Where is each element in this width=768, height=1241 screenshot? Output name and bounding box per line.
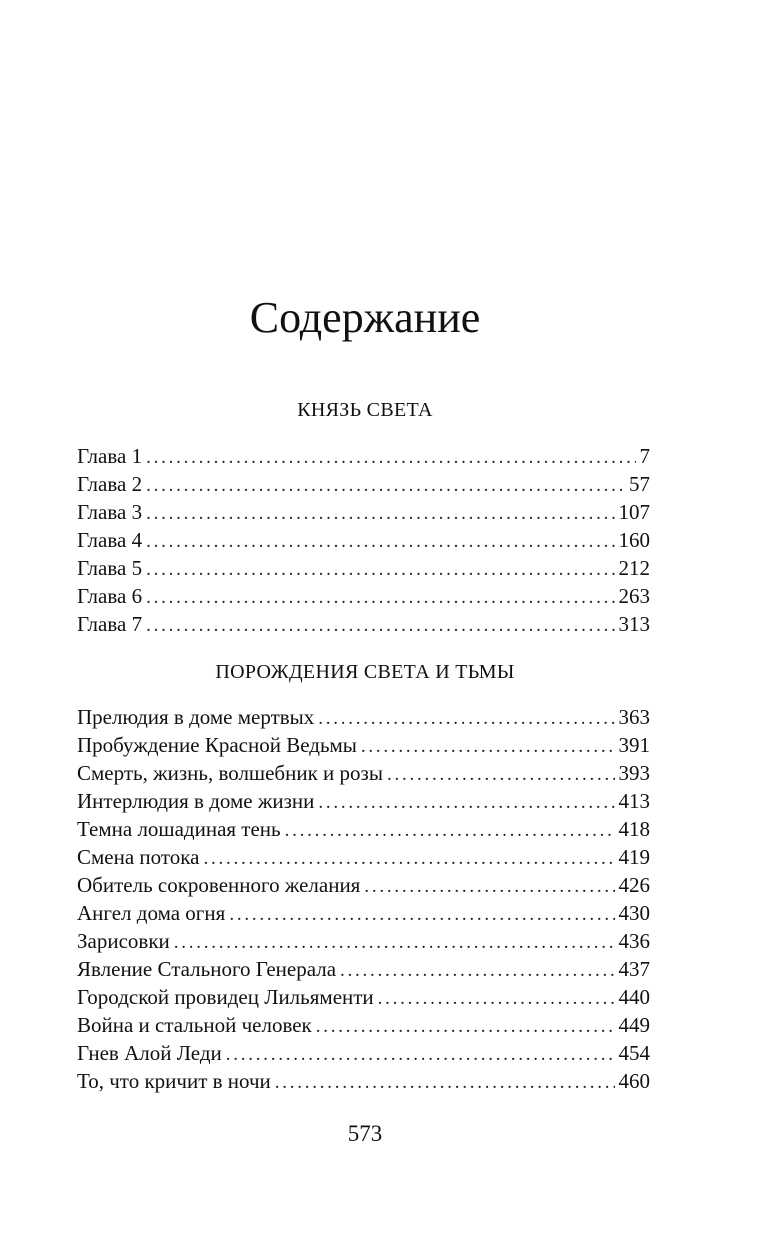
- dot-leader: [146, 556, 614, 584]
- toc-entry-page: 7: [639, 444, 650, 468]
- toc-entry-label: Гнев Алой Леди: [77, 1041, 222, 1065]
- dot-leader: [361, 733, 615, 761]
- toc-entry[interactable]: [77, 498, 650, 526]
- toc-entry[interactable]: [77, 843, 650, 871]
- toc-entry-label: Глава 6: [77, 584, 143, 608]
- page-number: 573: [347, 1121, 383, 1146]
- toc-entry[interactable]: [77, 703, 650, 731]
- toc-entry-page: 436: [618, 929, 650, 953]
- toc-entry-page: 393: [618, 761, 650, 785]
- toc-entry[interactable]: [77, 442, 650, 470]
- toc-entry-label: Зарисовки: [77, 929, 170, 953]
- toc-entry[interactable]: [77, 731, 650, 759]
- dot-leader: [285, 817, 615, 845]
- dot-leader: [226, 1041, 615, 1069]
- toc-entry[interactable]: [77, 787, 650, 815]
- toc-entry[interactable]: [77, 983, 650, 1011]
- toc-entry-label: Пробуждение Красной Ведьмы: [77, 733, 357, 757]
- toc-entry-page: 413: [618, 789, 650, 813]
- toc-entry[interactable]: [77, 815, 650, 843]
- toc-entry-label: Прелюдия в доме мертвых: [77, 705, 315, 729]
- dot-leader: [275, 1069, 615, 1097]
- toc-entry-page: 418: [618, 817, 650, 841]
- toc-entry[interactable]: [77, 1039, 650, 1067]
- toc-entry-label: Глава 1: [77, 444, 143, 468]
- toc-entry-page: 313: [618, 612, 650, 636]
- toc-entry[interactable]: [77, 955, 650, 983]
- toc-entry-label: Ангел дома огня: [77, 901, 226, 925]
- toc-entry[interactable]: [77, 610, 650, 638]
- toc-entry-page: 107: [618, 500, 650, 524]
- section-heading-creatures-of-light-and-darkness: ПОРОЖДЕНИЯ СВЕТА И ТЬМЫ: [215, 661, 515, 683]
- toc-entry-label: Глава 7: [77, 612, 143, 636]
- toc-entry[interactable]: [77, 759, 650, 787]
- toc-entry-label: Явление Стального Генерала: [77, 957, 337, 981]
- dot-leader: [229, 901, 614, 929]
- dot-leader: [318, 789, 614, 817]
- toc-entry[interactable]: [77, 582, 650, 610]
- dot-leader: [146, 472, 625, 500]
- dot-leader: [146, 612, 614, 640]
- toc-entry-label: Глава 3: [77, 500, 143, 524]
- toc-entry-label: Темна лошадиная тень: [77, 817, 281, 841]
- toc-entry[interactable]: [77, 526, 650, 554]
- toc-entry-page: 449: [618, 1013, 650, 1037]
- toc-entry-label: Война и стальной человек: [77, 1013, 312, 1037]
- toc-entry-label: Глава 5: [77, 556, 143, 580]
- toc-entry-label: Смена потока: [77, 845, 200, 869]
- toc-entry[interactable]: [77, 470, 650, 498]
- toc-entry-label: Обитель сокровенного желания: [77, 873, 361, 897]
- toc-entry-label: Глава 2: [77, 472, 143, 496]
- toc-entry-page: 460: [618, 1069, 650, 1093]
- toc-entry-page: 426: [618, 873, 650, 897]
- toc-entry[interactable]: [77, 871, 650, 899]
- toc-entry-page: 57: [629, 472, 650, 496]
- dot-leader: [364, 873, 614, 901]
- toc-entry-page: 454: [618, 1041, 650, 1065]
- toc-entry-page: 363: [618, 705, 650, 729]
- dot-leader: [146, 500, 614, 528]
- dot-leader: [146, 584, 614, 612]
- toc-entry[interactable]: [77, 899, 650, 927]
- section-heading-prince-of-light: КНЯЗЬ СВЕТА: [297, 399, 433, 421]
- dot-leader: [174, 929, 615, 957]
- dot-leader: [318, 705, 614, 733]
- toc-entry[interactable]: [77, 1011, 650, 1039]
- toc-entry-label: Смерть, жизнь, волшебник и розы: [77, 761, 383, 785]
- toc-entry-page: 212: [618, 556, 650, 580]
- toc-entry[interactable]: [77, 1067, 650, 1095]
- dot-leader: [146, 444, 635, 472]
- toc-entry-page: 419: [618, 845, 650, 869]
- toc-entry-label: Городской провидец Лильяменти: [77, 985, 374, 1009]
- dot-leader: [204, 845, 615, 873]
- dot-leader: [316, 1013, 615, 1041]
- dot-leader: [146, 528, 614, 556]
- toc-entry-page: 437: [618, 957, 650, 981]
- toc-entry[interactable]: [77, 927, 650, 955]
- toc-list-prince-of-light: [77, 442, 650, 638]
- page-title: Содержание: [249, 293, 481, 342]
- dot-leader: [387, 761, 615, 789]
- toc-entry-label: Глава 4: [77, 528, 143, 552]
- toc-entry[interactable]: [77, 554, 650, 582]
- toc-entry-label: Интерлюдия в доме жизни: [77, 789, 315, 813]
- toc-list-creatures-of-light-and-darkness: [77, 703, 650, 1095]
- dot-leader: [340, 957, 614, 985]
- toc-entry-page: 160: [618, 528, 650, 552]
- toc-entry-label: То, что кричит в ночи: [77, 1069, 271, 1093]
- dot-leader: [378, 985, 615, 1013]
- toc-entry-page: 440: [618, 985, 650, 1009]
- toc-entry-page: 391: [618, 733, 650, 757]
- toc-entry-page: 430: [618, 901, 650, 925]
- toc-entry-page: 263: [618, 584, 650, 608]
